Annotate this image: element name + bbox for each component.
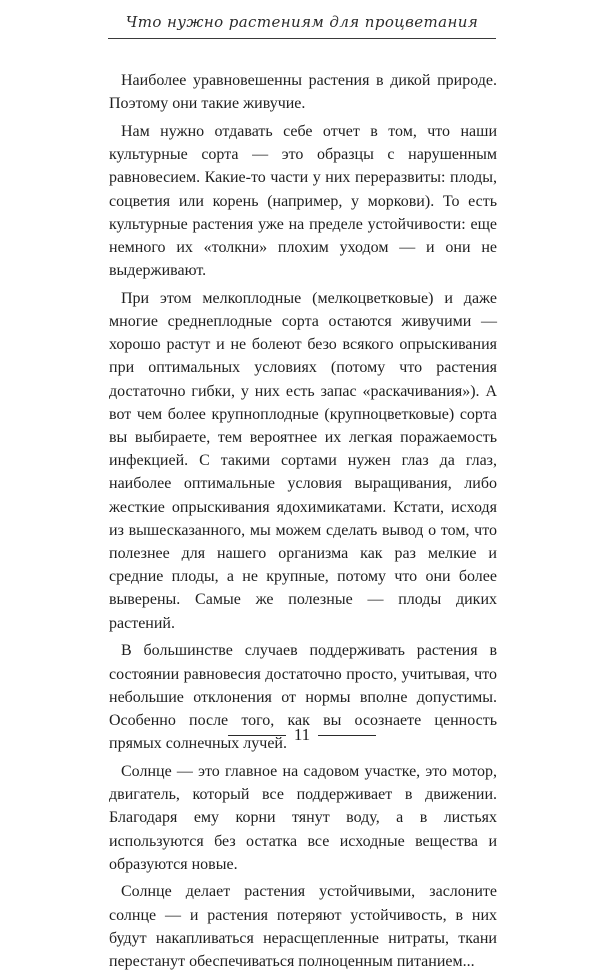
footer-rule-right	[318, 735, 376, 736]
footer-rule-left	[228, 735, 286, 736]
paragraph: Солнце — это главное на садовом участке, это мотор, двигатель, который все поддерживает в движении. Благодаря ему корни тянут воду, а в листьях используются без остатка все исходные вещества и образуются новые.	[109, 762, 497, 873]
body-text	[109, 69, 497, 978]
page-number: 11	[293, 725, 311, 744]
running-head: Что нужно растениям для процветания	[125, 13, 479, 31]
header-rule	[108, 38, 496, 39]
paragraph: Нам нужно отдавать себе отчет в том, что наши культурные сорта — это образцы с нарушенным равновесием. Какие-то части у них переразвиты: плоды, соцветия или корень (например, у моркови). То есть культурные растения уже на пределе устойчивости: еще немного их «толкни» плохим уходом — и они не выдерживают.	[109, 122, 497, 280]
page-footer	[0, 725, 600, 745]
paragraph: В большинстве случаев поддерживать растения в состоянии равновесия достаточно просто, учитывая, что небольшие отклонения от нормы вполне допустимы. Особенно после того, как вы осознаете ценность прямых солнечных лучей.	[109, 642, 497, 753]
paragraph: При этом мелкоплодные (мелкоцветковые) и даже многие среднеплодные сорта остаются живучими — хорошо растут и не болеют безо всякого опрыскивания при оптимальных условиях (потому что растения достаточно гибки, у них есть запас «раскачивания»). А вот чем более крупноплодные (крупноцветковые) сорта вы выбираете, тем вероятнее их легкая поражаемость инфекцией. С такими сортами нужен глаз да глаз, наиболее оптимальные условия выращивания, либо жесткие опрыскивания ядохимикатами. Кстати, исходя из вышесказанного, мы можем сделать вывод о том, что полезнее для нашего организма как раз мелкие и средние плоды, а не крупные, потому что они более выверены. Самые же полезные — плоды диких растений.	[109, 289, 497, 632]
paragraph: Солнце делает растения устойчивыми, заслоните солнце — и растения потеряют устойчивость, в них будут накапливаться нерасщепленные нитраты, ткани перестанут обеспечиваться полноценным питанием...	[109, 883, 497, 971]
paragraph: Наиболее уравновешенны растения в дикой природе. Поэтому они такие живучие.	[109, 72, 497, 113]
